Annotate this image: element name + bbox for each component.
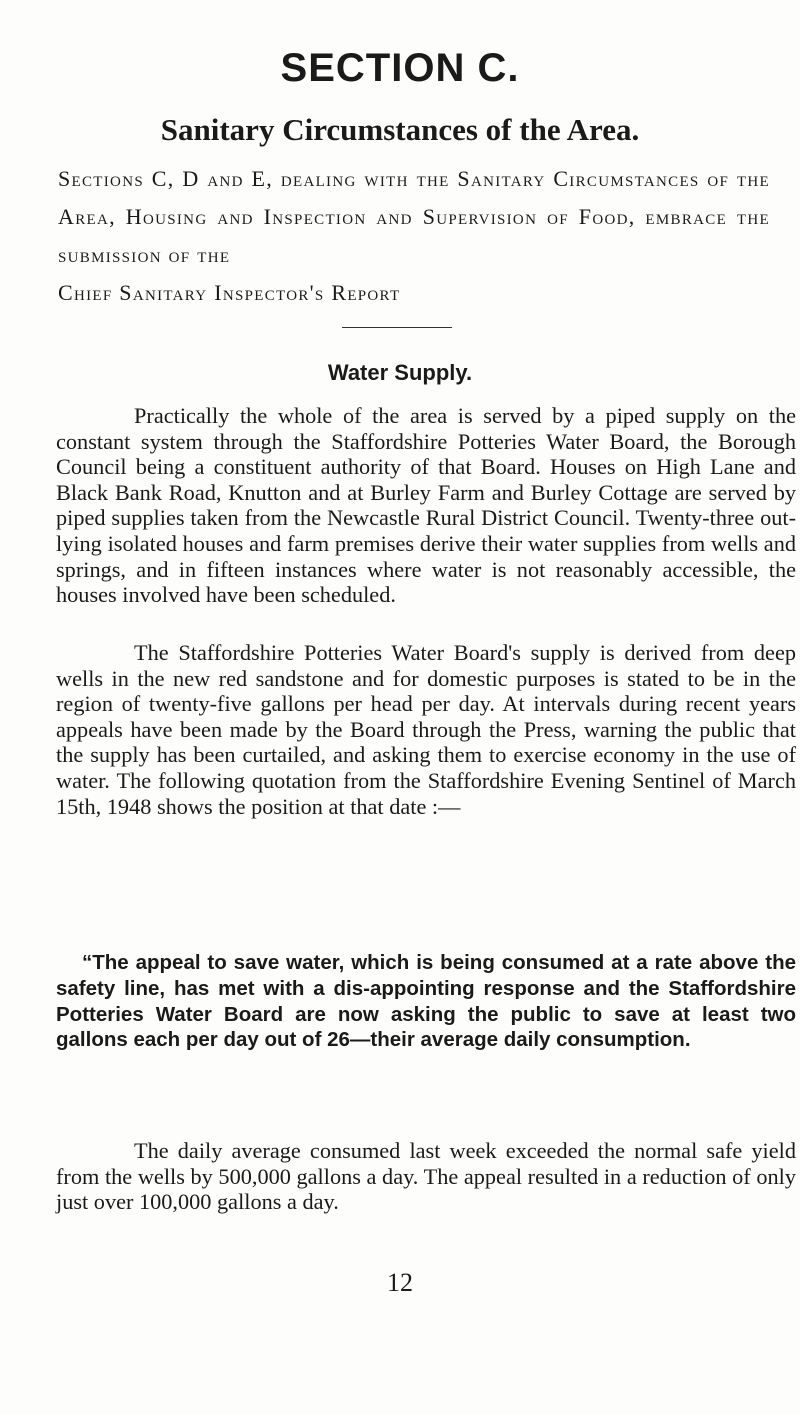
section-title: SECTION C. [280,46,520,90]
paragraph-2: The Staffordshire Potteries Water Board's supply is derived from deep wells in the new red sandstone and for domestic purposes is stated to be in the region of twenty-five gallons per head per day. At intervals during recent years appeals have been made by the Board through the Press, warning the public that the supply has been curtailed, and asking them to exercise economy in the use of water. The following quotation from the Staffordshire Evening Sentinel of March 15th, 1948 shows the position at that date :— [56,640,796,819]
page-number: 12 [387,1268,413,1297]
water-supply-heading: Water Supply. [327,360,473,385]
intro-paragraph [58,160,770,312]
paragraph-1: Practically the whole of the area is served by a piped supply on the constant system through the Staffordshire Potteries Water Board, the Borough Council being a constituent authority of that Board. Houses on High Lane and Black Bank Road, Knutton and at Burley Farm and Burley Cottage are served by piped supplies taken from the Newcastle Rural District Council. Twenty-three out-lying isolated houses and farm premises derive their water supplies from wells and springs, and in fifteen instances where water is not reasonably accessible, the houses involved have been scheduled. [56,403,796,608]
paragraph-3: The daily average consumed last week exceeded the normal safe yield from the wells by 500,000 gallons a day. The appeal resulted in a reduction of only just over 100,000 gallons a day. [56,1138,796,1215]
newspaper-quotation: “The appeal to save water, which is being consumed at a rate above the safety line, has met with a dis-appointing response and the Staffordshire Potteries Water Board are now asking the public to save at least two gallons each per day out of 26—their average daily consumption. [56,951,796,1052]
intro-last-line: Chief Sanitary Inspector's Report [58,280,401,305]
section-subtitle: Sanitary Circumstances of the Area. [160,112,640,147]
intro-text: Sections C, D and E, dealing with the Sanitary Circumstances of the Area, Housing and Inspection and Supervision of Food, embrace the submission of the [58,166,770,267]
divider-rule [342,327,452,328]
